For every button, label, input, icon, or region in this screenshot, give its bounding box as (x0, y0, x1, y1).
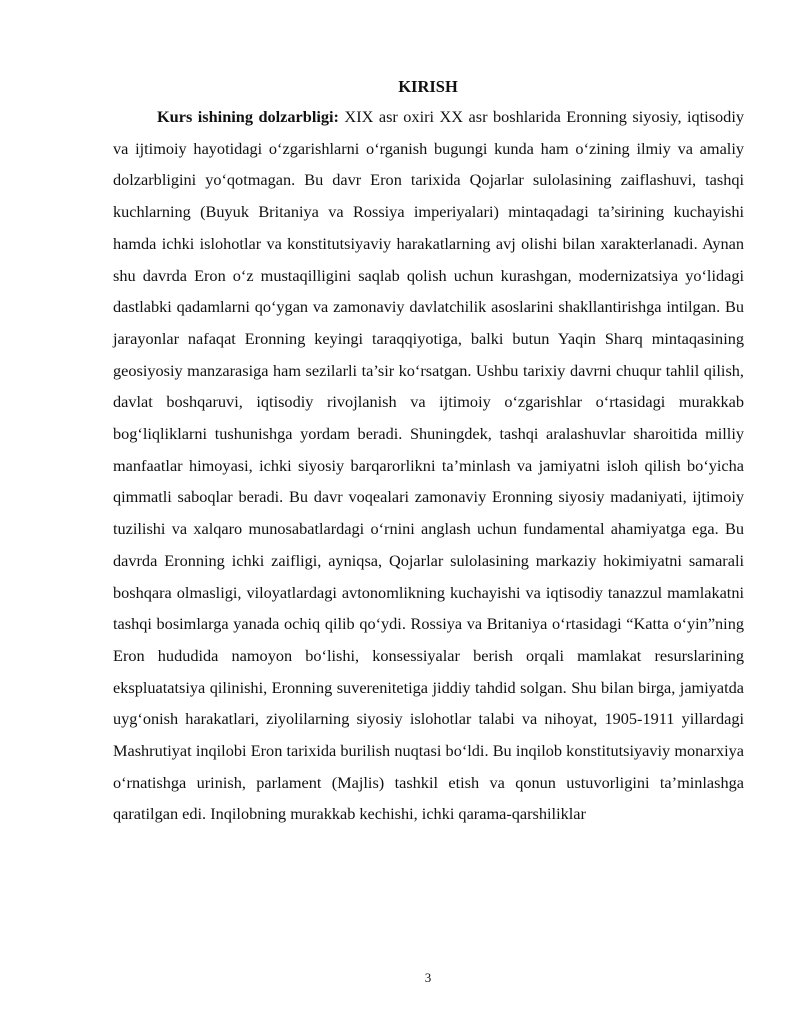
body-paragraph (113, 101, 744, 830)
page-number: 3 (424, 970, 432, 985)
section-heading: KIRISH (398, 77, 458, 96)
paragraph-text: XIX asr oxiri XX asr boshlarida Eronning siyosiy, iqtisodiy va ijtimoiy hayotidagi o‘zgarishlarni o‘rganish bugungi kunda ham o‘zining ilmiy va amaliy dolzarbligini yo‘qotmagan. Bu davr Eron tarixida Qojarlar sulolasining zaiflashuvi, tashqi kuchlarning (Buyuk Britaniya va Rossiya imperiyalari) mintaqadagi ta’sirining kuchayishi hamda ichki islohotlar va konstitutsiyaviy harakatlarning avj olishi bilan xarakterlanadi. Aynan shu davrda Eron o‘z mustaqilligini saqlab qolish uchun kurashgan, modernizatsiya yo‘lidagi dastlabki qadamlarni qo‘ygan va zamonaviy davlatchilik asoslarini shakllantirishga intilgan. Bu jarayonlar nafaqat Eronning keyingi taraqqiyotiga, balki butun Yaqin Sharq mintaqasining geosiyosiy manzarasiga ham sezilarli ta’sir ko‘rsatgan. Ushbu tarixiy davrni chuqur tahlil qilish, davlat boshqaruvi, iqtisodiy rivojlanish va ijtimoiy o‘zgarishlar o‘rtasidagi murakkab bog‘liqliklarni tushunishga yordam beradi. Shuningdek, tashqi aralashuvlar sharoitida milliy manfaatlar himoyasi, ichki siyosiy barqarorlikni ta’minlash va jamiyatni isloh qilish bo‘yicha qimmatli saboqlar beradi. Bu davr voqealari zamonaviy Eronning siyosiy madaniyati, ijtimoiy tuzilishi va xalqaro munosabatlardagi o‘rnini anglash uchun fundamental ahamiyatga ega. Bu davrda Eronning ichki zaifligi, ayniqsa, Qojarlar sulolasining markaziy hokimiyatni samarali boshqara olmasligi, viloyatlardagi avtonomlikning kuchayishi va iqtisodiy tanazzul mamlakatni tashqi bosimlarga yanada ochiq qilib qo‘ydi. Rossiya va Britaniya o‘rtasidagi “Katta o‘yin”ning Eron hududida namoyon bo‘lishi, konsessiyalar berish orqali mamlakat resurslarining ekspluatatsiya qilinishi, Eronning suverenitetiga jiddiy tahdid solgan. Shu bilan birga, jamiyatda uyg‘onish harakatlari, ziyolilarning siyosiy islohotlar talabi va nihoyat, 1905-1911 yillardagi Mashrutiyat inqilobi Eron tarixida burilish nuqtasi bo‘ldi. Bu inqilob konstitutsiyaviy monarxiya o‘rnatishga urinish, parlament (Majlis) tashkil etish va qonun ustuvorligini ta’minlashga qaratilgan edi. Inqilobning murakkab kechishi, ichki qarama-qarshiliklar (113, 107, 744, 824)
paragraph-lead: Kurs ishining dolzarbligi: (157, 107, 339, 126)
